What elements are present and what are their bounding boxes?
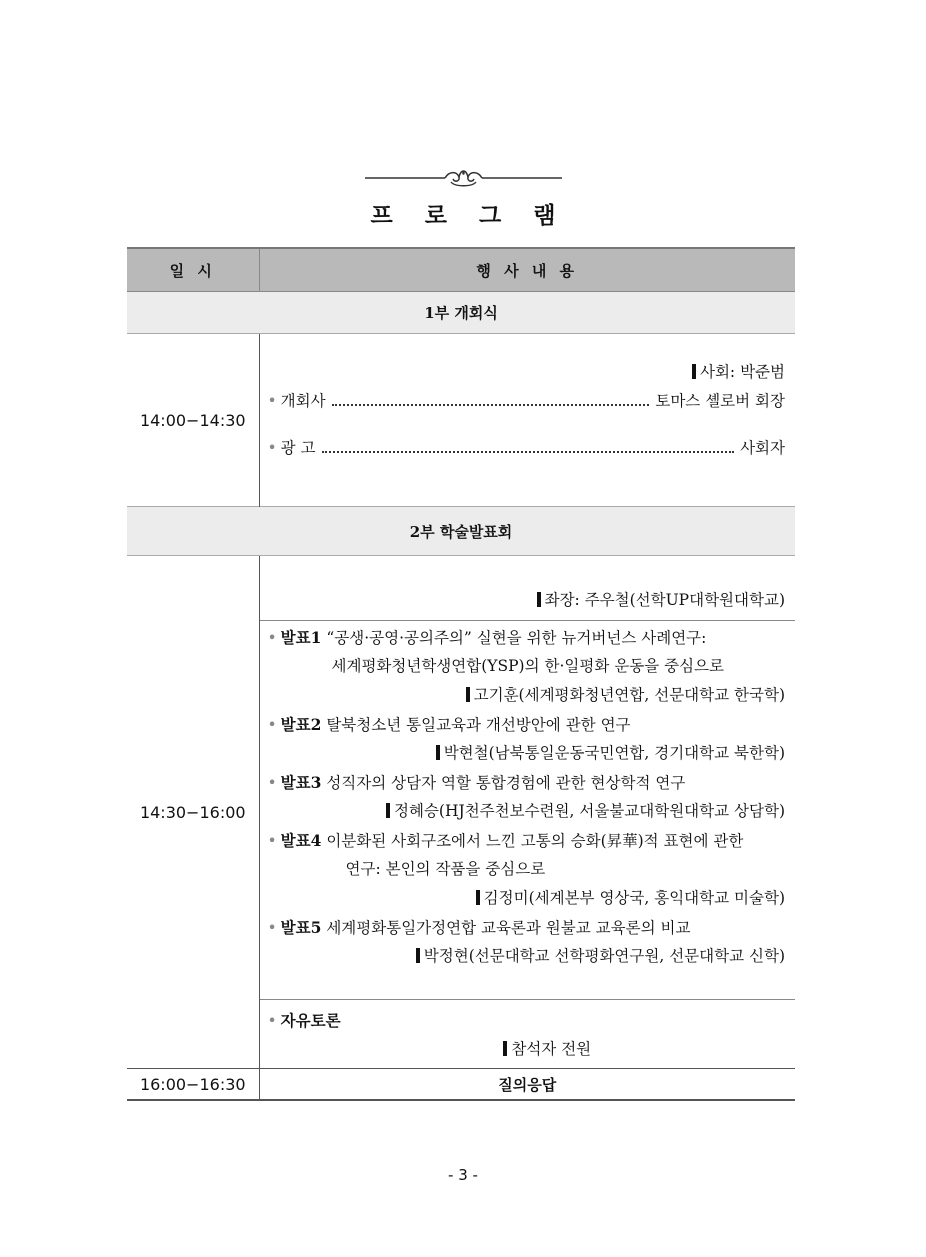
bar-marker [386, 803, 390, 818]
talk-title-text: 세계평화통일가정연합 교육론과 원불교 교육론의 비교 [326, 919, 691, 937]
chair-line [260, 586, 796, 617]
bullet-icon: • [267, 832, 277, 850]
talk-tag: 발표1 [280, 628, 322, 647]
talk-title2: 연구: 본인의 작품을 중심으로 [345, 860, 546, 878]
part2-time: 14:30−16:00 [127, 556, 259, 1069]
bullet-icon: • [267, 716, 277, 734]
talk-speaker [260, 797, 796, 826]
page-number: - 3 - [448, 1166, 478, 1184]
dot-leader [322, 439, 735, 453]
discussion-tag: 자유토론 [280, 1011, 341, 1030]
speaker-text: 고기훈(세계평화청년연합, 선문대학교 한국학) [473, 686, 785, 704]
talk-tag: 발표5 [280, 918, 322, 937]
part2-heading: 2부 학술발표회 [127, 507, 795, 556]
talk-speaker [260, 884, 796, 913]
bullet-icon: • [267, 391, 277, 410]
talk-tag: 발표4 [280, 831, 322, 850]
table-header [127, 248, 795, 292]
program-table [127, 247, 795, 1101]
table-row [127, 1069, 795, 1101]
table-row [127, 334, 795, 507]
bullet-icon: • [267, 438, 277, 457]
talk-title-text: 성직자의 상담자 역할 통합경험에 관한 현상학적 연구 [326, 774, 686, 792]
section-part2 [127, 507, 795, 556]
talk-speaker [260, 942, 796, 971]
talk-title [260, 768, 796, 797]
moderator: 사회: 박준범 [699, 362, 785, 381]
talk-title2: 세계평화청년학생연합(YSP)의 한·일평화 운동을 중심으로 [331, 657, 724, 675]
talk-tag: 발표2 [280, 715, 322, 734]
bullet-icon: • [267, 629, 277, 647]
speaker-text: 박현철(남북통일운동국민연합, 경기대학교 북한학) [443, 744, 785, 762]
moderator-line [260, 358, 796, 387]
bar-marker [436, 745, 440, 760]
part1-heading: 1부 개회식 [127, 292, 795, 334]
part1-time: 14:00−14:30 [127, 334, 259, 507]
item-who: 토마스 셸로버 회장 [655, 391, 785, 410]
talk-title [260, 913, 796, 942]
bar-marker [466, 687, 470, 702]
bar-marker [416, 948, 420, 963]
part2-content [259, 556, 795, 1069]
bullet-icon: • [267, 774, 277, 792]
header-date: 일 시 [127, 248, 259, 292]
bullet-icon: • [267, 1012, 277, 1030]
bar-marker [537, 592, 541, 607]
talk-title [260, 623, 796, 652]
talk-title [260, 710, 796, 739]
item-who: 사회자 [740, 438, 785, 457]
speaker-text: 정혜승(HJ천주천보수련원, 서울불교대학원대학교 상담학) [394, 802, 785, 820]
talks-block [260, 620, 796, 999]
item-label: 광 고 [280, 438, 316, 457]
talk-speaker [260, 739, 796, 768]
talk-speaker [260, 681, 796, 710]
discussion-line [260, 1006, 796, 1035]
discussion-who: 참석자 전원 [511, 1040, 592, 1058]
discussion-who-line [260, 1035, 796, 1064]
ornament-divider [365, 165, 562, 191]
dot-leader [332, 392, 650, 406]
item-label: 개회사 [280, 391, 326, 410]
header-content: 행 사 내 용 [259, 248, 795, 292]
qa-time: 16:00−16:30 [127, 1069, 259, 1101]
bullet-icon: • [267, 919, 277, 937]
table-row [127, 556, 795, 1069]
part1-content [259, 334, 795, 507]
talk-title-text: 탈북청소년 통일교육과 개선방안에 관한 연구 [326, 716, 631, 734]
speaker-text: 박정현(선문대학교 선학평화연구원, 선문대학교 신학) [423, 947, 785, 965]
qa-label: 질의응답 [259, 1069, 795, 1101]
section-part1 [127, 292, 795, 334]
bar-marker [476, 890, 480, 905]
list-item [260, 434, 796, 463]
chair: 좌장: 주우철(선학UP대학원대학교) [544, 591, 785, 609]
talk-tag: 발표3 [280, 773, 322, 792]
talk-title [260, 826, 796, 855]
discussion-block [260, 999, 796, 1068]
bar-marker [503, 1041, 507, 1056]
bar-marker [692, 364, 696, 379]
list-item [260, 387, 796, 416]
talk-title-text: “공생·공영·공의주의” 실현을 위한 뉴거버넌스 사례연구: [326, 629, 707, 647]
talk-title-text: 이분화된 사회구조에서 느낀 고통의 승화(昇華)적 표현에 관한 [326, 832, 744, 850]
speaker-text: 김정미(세계본부 영상국, 홍익대학교 미술학) [483, 889, 785, 907]
page-title: 프 로 그 램 [370, 202, 568, 229]
